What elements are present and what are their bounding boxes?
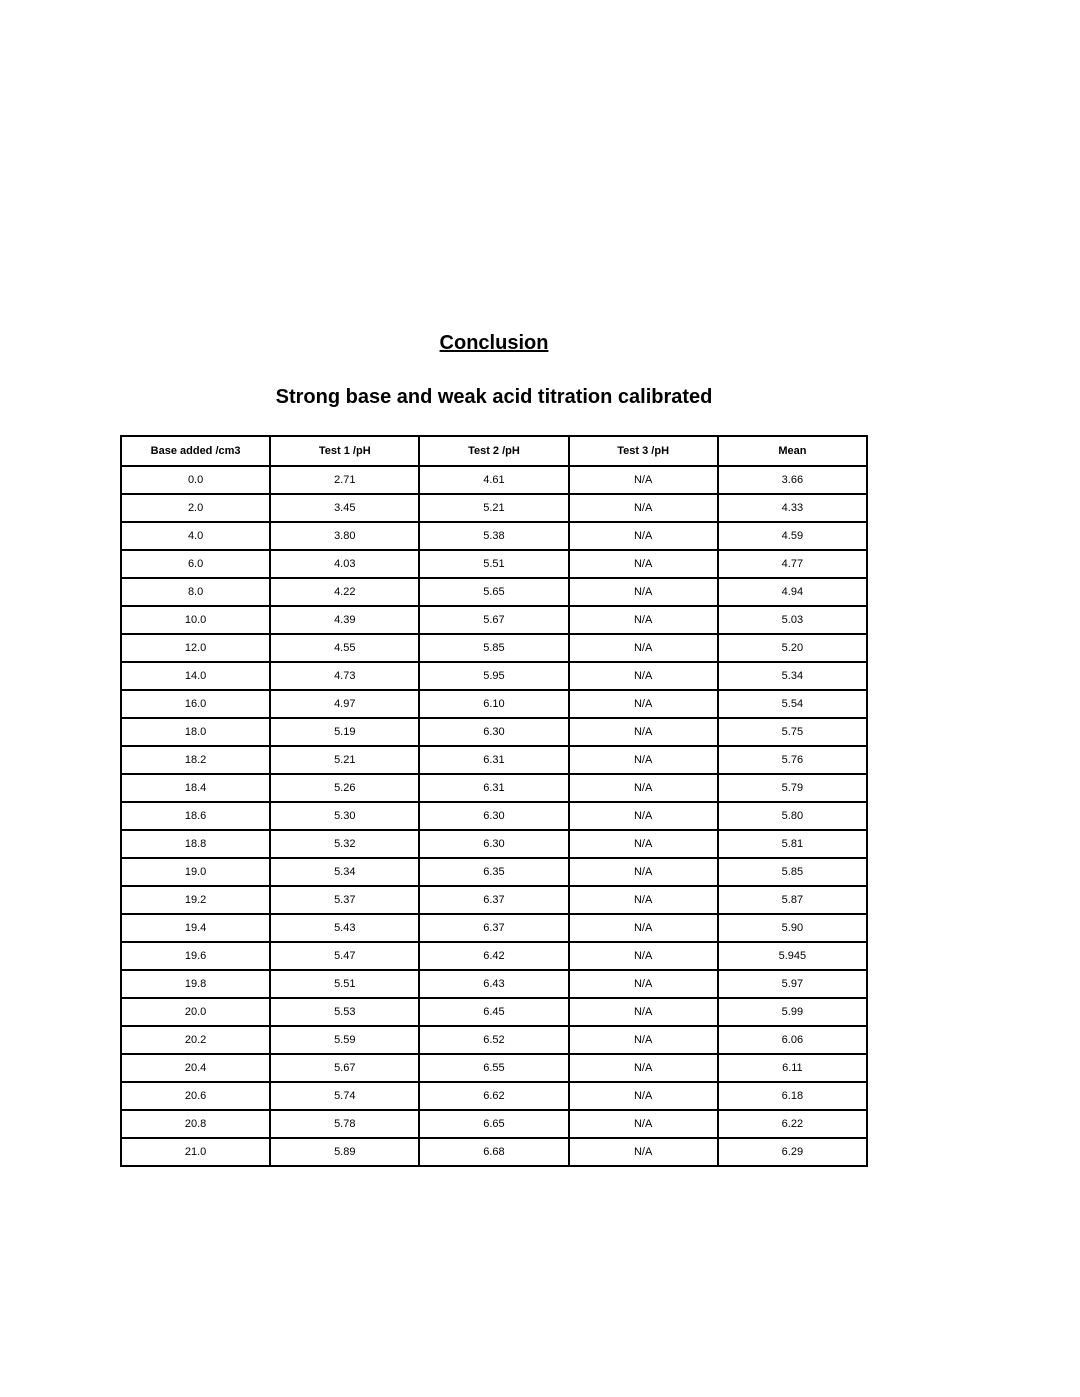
table-row <box>121 522 867 550</box>
test-3-cell: N/A <box>569 942 718 970</box>
table-row <box>121 914 867 942</box>
test-3-cell: N/A <box>569 1082 718 1110</box>
table-row <box>121 690 867 718</box>
test-3-cell: N/A <box>569 998 718 1026</box>
test-3-cell: N/A <box>569 634 718 662</box>
mean-cell: 6.29 <box>718 1138 867 1166</box>
mean-cell: 5.945 <box>718 942 867 970</box>
mean-cell: 5.85 <box>718 858 867 886</box>
test-1-cell: 5.67 <box>270 1054 419 1082</box>
test-2-cell: 4.61 <box>419 466 568 494</box>
test-3-cell: N/A <box>569 662 718 690</box>
mean-cell: 5.20 <box>718 634 867 662</box>
base-added-cell: 19.2 <box>121 886 270 914</box>
test-1-cell: 4.03 <box>270 550 419 578</box>
test-1-cell: 3.80 <box>270 522 419 550</box>
test-2-cell: 6.10 <box>419 690 568 718</box>
table-row <box>121 1138 867 1166</box>
mean-cell: 5.80 <box>718 802 867 830</box>
column-header-test-3: Test 3 /pH <box>569 436 718 466</box>
mean-cell: 5.76 <box>718 746 867 774</box>
base-added-cell: 21.0 <box>121 1138 270 1166</box>
table-row <box>121 830 867 858</box>
base-added-cell: 20.0 <box>121 998 270 1026</box>
mean-cell: 6.06 <box>718 1026 867 1054</box>
table-row <box>121 942 867 970</box>
mean-cell: 4.94 <box>718 578 867 606</box>
test-2-cell: 6.31 <box>419 774 568 802</box>
base-added-cell: 18.2 <box>121 746 270 774</box>
table-row <box>121 662 867 690</box>
test-1-cell: 4.55 <box>270 634 419 662</box>
mean-cell: 5.03 <box>718 606 867 634</box>
test-1-cell: 5.19 <box>270 718 419 746</box>
table-title: Strong base and weak acid titration calibrated <box>275 386 713 408</box>
test-3-cell: N/A <box>569 522 718 550</box>
test-1-cell: 5.34 <box>270 858 419 886</box>
mean-cell: 4.33 <box>718 494 867 522</box>
mean-cell: 4.77 <box>718 550 867 578</box>
test-2-cell: 6.55 <box>419 1054 568 1082</box>
table-header <box>121 436 867 466</box>
base-added-cell: 20.4 <box>121 1054 270 1082</box>
test-3-cell: N/A <box>569 718 718 746</box>
test-1-cell: 3.45 <box>270 494 419 522</box>
column-header-mean: Mean <box>718 436 867 466</box>
base-added-cell: 2.0 <box>121 494 270 522</box>
base-added-cell: 18.8 <box>121 830 270 858</box>
base-added-cell: 19.8 <box>121 970 270 998</box>
header-row <box>121 436 867 466</box>
test-3-cell: N/A <box>569 774 718 802</box>
test-3-cell: N/A <box>569 1138 718 1166</box>
base-added-cell: 16.0 <box>121 690 270 718</box>
test-2-cell: 5.67 <box>419 606 568 634</box>
mean-cell: 5.34 <box>718 662 867 690</box>
table-row <box>121 746 867 774</box>
base-added-cell: 20.8 <box>121 1110 270 1138</box>
test-1-cell: 5.47 <box>270 942 419 970</box>
test-2-cell: 6.30 <box>419 802 568 830</box>
test-1-cell: 5.74 <box>270 1082 419 1110</box>
table-row <box>121 858 867 886</box>
table-row <box>121 606 867 634</box>
column-header-test-1: Test 1 /pH <box>270 436 419 466</box>
column-header-test-2: Test 2 /pH <box>419 436 568 466</box>
test-3-cell: N/A <box>569 606 718 634</box>
test-2-cell: 6.37 <box>419 886 568 914</box>
mean-cell: 5.90 <box>718 914 867 942</box>
test-1-cell: 5.26 <box>270 774 419 802</box>
test-2-cell: 6.62 <box>419 1082 568 1110</box>
test-2-cell: 5.65 <box>419 578 568 606</box>
mean-cell: 5.54 <box>718 690 867 718</box>
base-added-cell: 4.0 <box>121 522 270 550</box>
table-row <box>121 1054 867 1082</box>
test-1-cell: 5.51 <box>270 970 419 998</box>
test-1-cell: 5.37 <box>270 886 419 914</box>
test-3-cell: N/A <box>569 578 718 606</box>
base-added-cell: 12.0 <box>121 634 270 662</box>
test-1-cell: 5.30 <box>270 802 419 830</box>
test-3-cell: N/A <box>569 550 718 578</box>
mean-cell: 5.99 <box>718 998 867 1026</box>
test-1-cell: 5.59 <box>270 1026 419 1054</box>
base-added-cell: 10.0 <box>121 606 270 634</box>
test-2-cell: 5.21 <box>419 494 568 522</box>
table-row <box>121 802 867 830</box>
mean-cell: 6.11 <box>718 1054 867 1082</box>
test-1-cell: 5.89 <box>270 1138 419 1166</box>
test-2-cell: 6.30 <box>419 830 568 858</box>
base-added-cell: 0.0 <box>121 466 270 494</box>
test-2-cell: 6.68 <box>419 1138 568 1166</box>
table-row <box>121 634 867 662</box>
test-1-cell: 4.39 <box>270 606 419 634</box>
test-1-cell: 4.97 <box>270 690 419 718</box>
test-1-cell: 5.21 <box>270 746 419 774</box>
test-3-cell: N/A <box>569 914 718 942</box>
test-2-cell: 6.35 <box>419 858 568 886</box>
table-row <box>121 466 867 494</box>
titration-table <box>120 435 868 1167</box>
test-1-cell: 5.32 <box>270 830 419 858</box>
table-row <box>121 1082 867 1110</box>
test-3-cell: N/A <box>569 858 718 886</box>
table-row <box>121 550 867 578</box>
test-2-cell: 6.65 <box>419 1110 568 1138</box>
test-3-cell: N/A <box>569 1110 718 1138</box>
table-row <box>121 578 867 606</box>
test-3-cell: N/A <box>569 886 718 914</box>
base-added-cell: 8.0 <box>121 578 270 606</box>
mean-cell: 5.79 <box>718 774 867 802</box>
test-2-cell: 6.42 <box>419 942 568 970</box>
table-row <box>121 886 867 914</box>
mean-cell: 3.66 <box>718 466 867 494</box>
mean-cell: 5.87 <box>718 886 867 914</box>
test-1-cell: 5.78 <box>270 1110 419 1138</box>
test-3-cell: N/A <box>569 1026 718 1054</box>
test-1-cell: 4.22 <box>270 578 419 606</box>
test-2-cell: 6.37 <box>419 914 568 942</box>
table-row <box>121 998 867 1026</box>
mean-cell: 6.18 <box>718 1082 867 1110</box>
table-row <box>121 774 867 802</box>
test-2-cell: 5.85 <box>419 634 568 662</box>
test-1-cell: 2.71 <box>270 466 419 494</box>
test-1-cell: 5.53 <box>270 998 419 1026</box>
test-1-cell: 5.43 <box>270 914 419 942</box>
test-2-cell: 6.43 <box>419 970 568 998</box>
base-added-cell: 6.0 <box>121 550 270 578</box>
table-body <box>121 466 867 1166</box>
column-header-base-added: Base added /cm3 <box>121 436 270 466</box>
base-added-cell: 18.4 <box>121 774 270 802</box>
test-2-cell: 5.51 <box>419 550 568 578</box>
base-added-cell: 14.0 <box>121 662 270 690</box>
test-3-cell: N/A <box>569 1054 718 1082</box>
table-row <box>121 718 867 746</box>
table-row <box>121 1026 867 1054</box>
table-row <box>121 1110 867 1138</box>
test-2-cell: 6.52 <box>419 1026 568 1054</box>
base-added-cell: 20.2 <box>121 1026 270 1054</box>
mean-cell: 6.22 <box>718 1110 867 1138</box>
test-2-cell: 6.30 <box>419 718 568 746</box>
page-title: Conclusion <box>439 332 549 354</box>
test-3-cell: N/A <box>569 970 718 998</box>
test-3-cell: N/A <box>569 746 718 774</box>
table-row <box>121 494 867 522</box>
mean-cell: 5.97 <box>718 970 867 998</box>
table-row <box>121 970 867 998</box>
test-3-cell: N/A <box>569 690 718 718</box>
mean-cell: 4.59 <box>718 522 867 550</box>
base-added-cell: 18.0 <box>121 718 270 746</box>
test-3-cell: N/A <box>569 494 718 522</box>
test-2-cell: 6.31 <box>419 746 568 774</box>
base-added-cell: 18.6 <box>121 802 270 830</box>
base-added-cell: 19.6 <box>121 942 270 970</box>
base-added-cell: 19.4 <box>121 914 270 942</box>
test-3-cell: N/A <box>569 466 718 494</box>
test-3-cell: N/A <box>569 802 718 830</box>
test-2-cell: 6.45 <box>419 998 568 1026</box>
test-3-cell: N/A <box>569 830 718 858</box>
mean-cell: 5.81 <box>718 830 867 858</box>
test-2-cell: 5.38 <box>419 522 568 550</box>
test-1-cell: 4.73 <box>270 662 419 690</box>
base-added-cell: 19.0 <box>121 858 270 886</box>
base-added-cell: 20.6 <box>121 1082 270 1110</box>
test-2-cell: 5.95 <box>419 662 568 690</box>
mean-cell: 5.75 <box>718 718 867 746</box>
